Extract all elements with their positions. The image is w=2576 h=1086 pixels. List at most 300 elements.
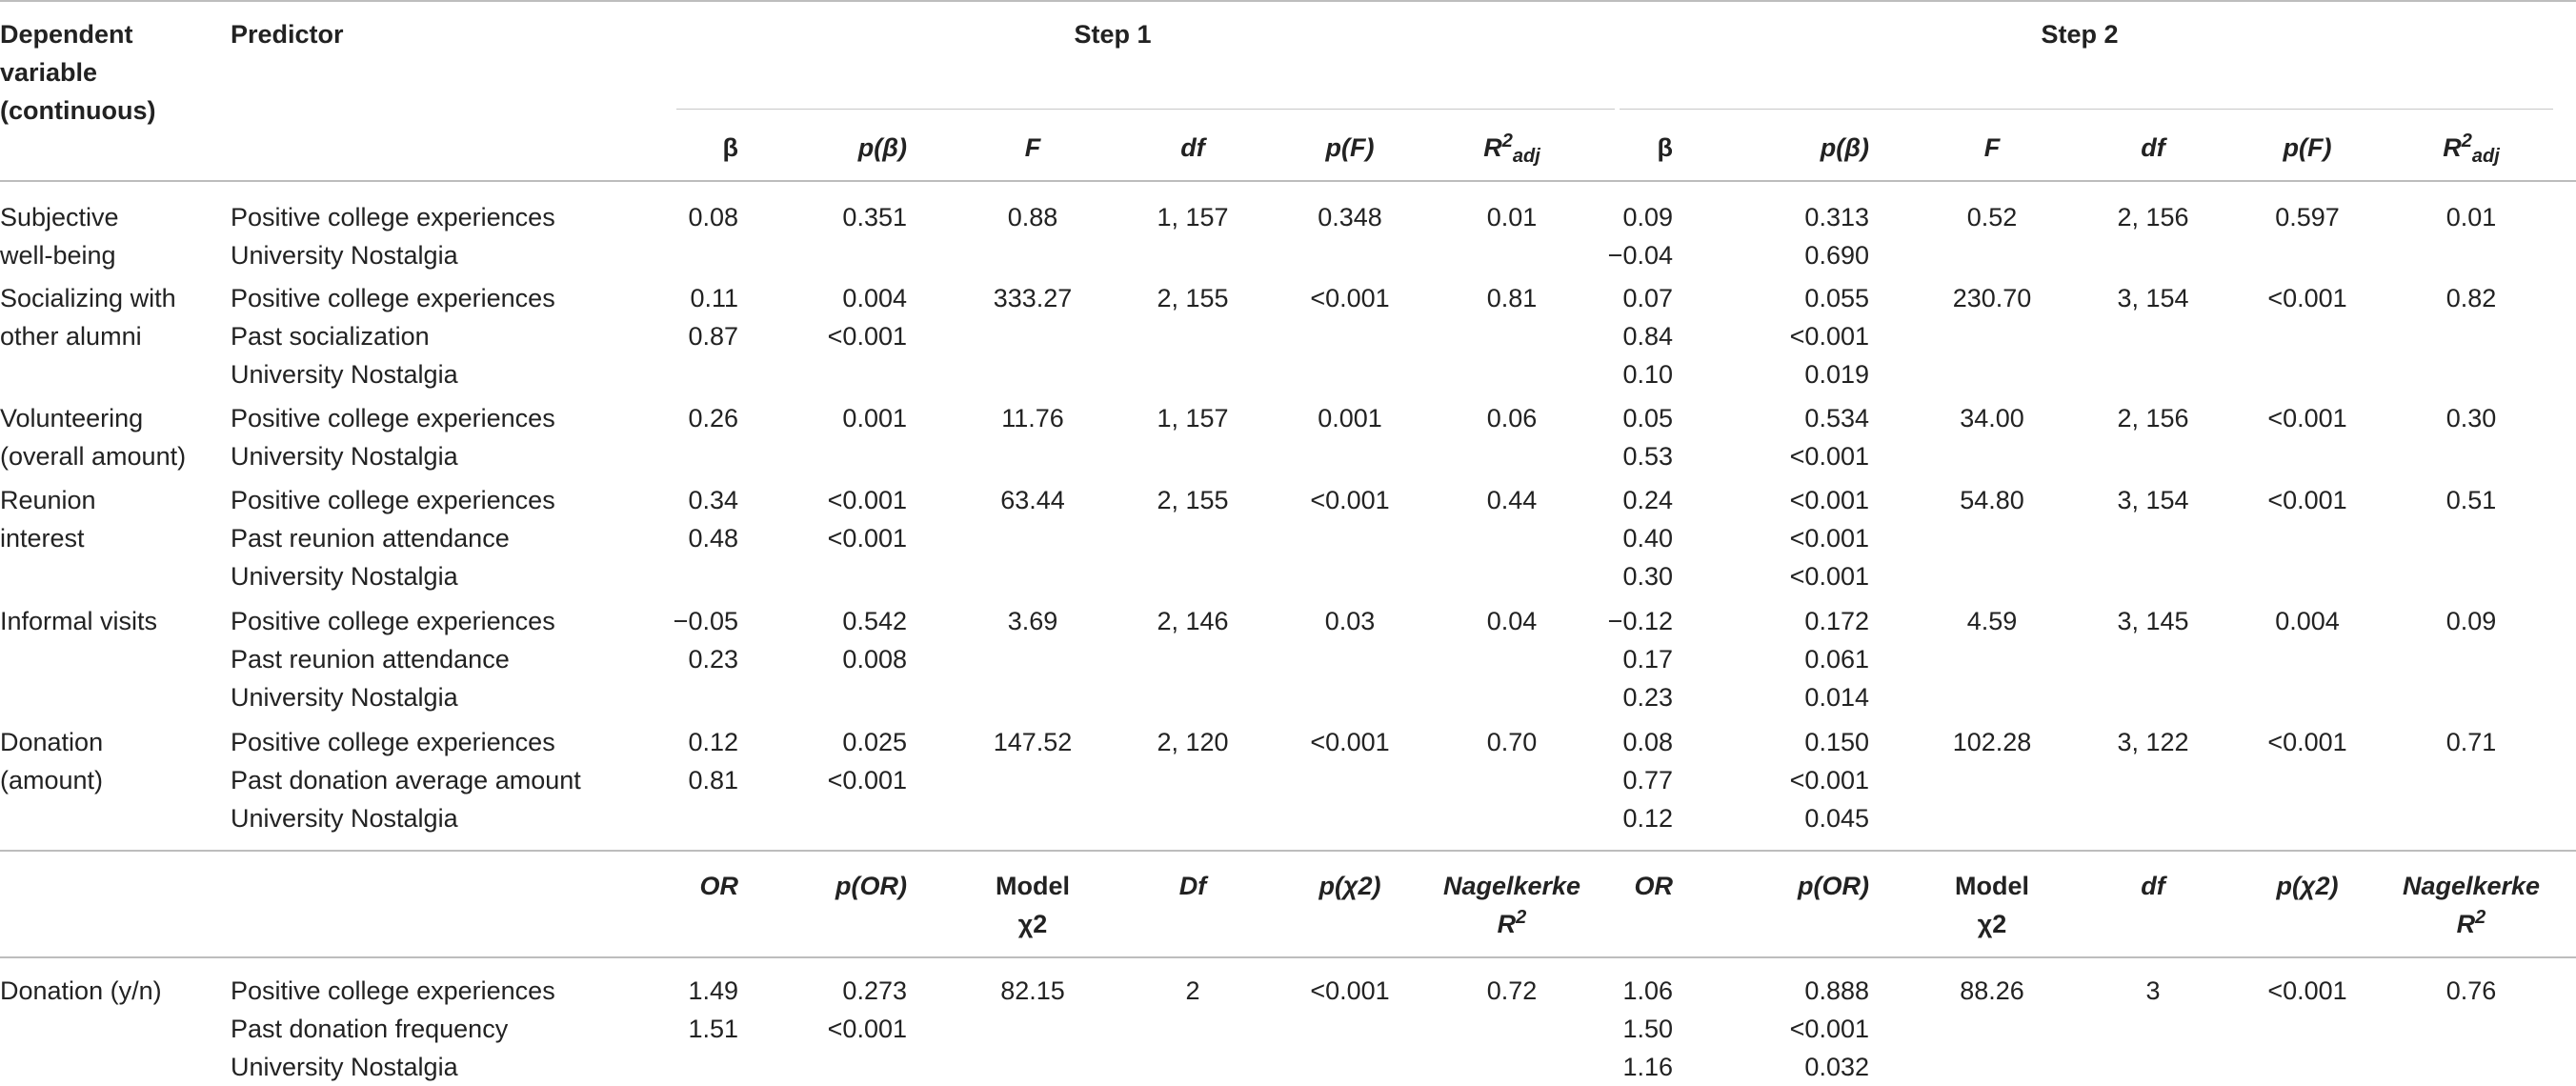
s1-col-p-beta-line: p(β) xyxy=(857,133,907,162)
s2-nagelkerke-r2-value xyxy=(2446,972,2497,1010)
s1-r2adj-value-line: 0.01 xyxy=(1486,203,1538,231)
s2-p-beta-values-line: <0.001 xyxy=(1789,524,1869,553)
row-dependent-variable xyxy=(0,723,103,799)
s2-df-value-line: 2, 156 xyxy=(2117,404,2189,432)
s2-col-or-line: OR xyxy=(1634,872,1673,900)
s1-col-r2adj-base: R xyxy=(1483,133,1502,162)
row-dependent-variable-line: Reunion xyxy=(0,486,96,514)
step-1-rule xyxy=(676,109,1615,110)
s2-df-logistic-value xyxy=(2145,972,2160,1010)
s1-p-F-value-line: <0.001 xyxy=(1310,284,1390,312)
s2-col-F-line: F xyxy=(1983,133,2001,162)
s1-or-values xyxy=(688,972,738,1086)
logistic-dependent-variable xyxy=(0,972,162,1010)
s2-F-value-line: 54.80 xyxy=(1960,486,2024,514)
s1-df-value-line: 1, 157 xyxy=(1157,203,1229,231)
s1-p-F-value xyxy=(1310,279,1389,317)
s1-p-F-value-line: 0.348 xyxy=(1318,203,1382,231)
s1-col-df xyxy=(1180,129,1204,167)
s2-p-or-values-line: 0.032 xyxy=(1804,1053,1869,1081)
s2-beta-values-line: 0.23 xyxy=(1622,683,1673,712)
s2-p-F-value xyxy=(2267,481,2346,519)
header-dependent-variable xyxy=(0,15,155,130)
s2-p-beta-values-line: <0.001 xyxy=(1789,442,1869,471)
s2-col-F xyxy=(1984,129,2001,167)
s1-df-value-line: 1, 157 xyxy=(1157,404,1229,432)
row-predictors xyxy=(231,723,581,837)
s1-r2adj-value-line: 0.04 xyxy=(1486,607,1538,635)
s1-df-logistic-value-line: 2 xyxy=(1185,976,1200,1005)
s1-col-p-F xyxy=(1326,129,1375,167)
s1-beta-values-line xyxy=(674,678,738,716)
row-dependent-variable-line: Volunteering xyxy=(0,404,144,432)
s2-df-value-line: 3, 145 xyxy=(2117,607,2189,635)
s1-p-beta-values xyxy=(828,279,907,393)
s1-model-chi2-value-line: 82.15 xyxy=(1000,976,1065,1005)
s2-F-value xyxy=(1960,481,2024,519)
row-dependent-variable-line: Informal visits xyxy=(0,607,158,635)
s2-col-df-logistic xyxy=(2141,867,2164,905)
s2-p-F-value xyxy=(2267,399,2346,437)
s1-r2adj-value xyxy=(1487,481,1538,519)
s2-p-F-value-line: 0.597 xyxy=(2275,203,2340,231)
s1-beta-values-line: 0.34 xyxy=(688,486,738,514)
s2-p-beta-values-line: <0.001 xyxy=(1789,486,1869,514)
s2-df-value-line: 3, 154 xyxy=(2117,486,2189,514)
s1-df-value-line: 2, 155 xyxy=(1157,284,1229,312)
header-step-1: Step 1 xyxy=(1074,20,1152,49)
s2-col-p-chi2 xyxy=(2276,867,2338,905)
s1-df-value xyxy=(1157,279,1228,317)
s1-df-value-line: 2, 155 xyxy=(1157,486,1229,514)
s1-col-p-chi2-line: p(χ2) xyxy=(1318,872,1381,900)
s2-col-p-beta-line: p(β) xyxy=(1820,133,1869,162)
s2-p-beta-values-line: <0.001 xyxy=(1789,766,1869,794)
s2-beta-values xyxy=(1622,723,1673,837)
s1-or-values-line: 1.49 xyxy=(688,976,738,1005)
s1-F-value xyxy=(994,723,1073,761)
header-bottom-rule xyxy=(0,180,2576,182)
row-predictors xyxy=(231,279,555,393)
s2-col-beta-line: β xyxy=(1657,133,1673,162)
s2-p-F-value xyxy=(2275,602,2340,640)
row-dependent-variable-line: (overall amount) xyxy=(0,442,187,471)
s2-r2adj-value xyxy=(2446,481,2497,519)
s2-r2adj-value xyxy=(2446,723,2497,761)
s1-beta-values-line xyxy=(688,437,738,475)
s2-df-value xyxy=(2117,399,2188,437)
header-step-2: Step 2 xyxy=(2041,20,2119,49)
s1-p-beta-values-line: <0.001 xyxy=(827,524,907,553)
s1-df-logistic-value xyxy=(1185,972,1199,1010)
s2-or-values xyxy=(1622,972,1673,1086)
s2-beta-values-line: 0.53 xyxy=(1622,442,1673,471)
header-dependent-variable-line: Dependent xyxy=(0,20,133,49)
s1-col-nagelkerke-r2-sup: 2 xyxy=(1516,907,1527,928)
s1-beta-values-line: 0.48 xyxy=(688,524,738,553)
s1-col-or xyxy=(700,867,739,905)
s1-p-beta-values-line: <0.001 xyxy=(827,486,907,514)
row-dependent-variable xyxy=(0,481,96,557)
row-predictors-line: Past reunion attendance xyxy=(231,645,510,674)
s1-col-model-chi2-line: Model xyxy=(996,872,1070,900)
s2-p-beta-values-line: 0.313 xyxy=(1804,203,1869,231)
s1-col-df-logistic xyxy=(1179,867,1207,905)
row-dependent-variable xyxy=(0,198,119,274)
s1-r2adj-value xyxy=(1487,198,1538,236)
s2-col-p-or-line: p(OR) xyxy=(1798,872,1869,900)
s2-df-value xyxy=(2117,602,2188,640)
s1-beta-values-line: 0.87 xyxy=(688,322,738,351)
s2-col-nagelkerke-r2-base: R xyxy=(2456,910,2476,938)
s1-p-chi2-value-line: <0.001 xyxy=(1310,976,1390,1005)
s1-beta-values-line: −0.05 xyxy=(673,607,738,635)
s2-r2adj-value xyxy=(2446,198,2497,236)
s2-col-model-chi2-line: Model xyxy=(1955,872,2029,900)
s2-col-beta xyxy=(1658,129,1673,167)
s2-col-p-F-line: p(F) xyxy=(2283,133,2332,162)
s1-df-value xyxy=(1157,198,1228,236)
s2-p-beta-values-line: 0.534 xyxy=(1804,404,1869,432)
s2-beta-values xyxy=(1608,602,1673,716)
row-predictors-line: Past socialization xyxy=(231,322,430,351)
s1-p-or-values-line: 0.273 xyxy=(842,976,907,1005)
s1-col-nagelkerke-r2-prefix: Nagelkerke xyxy=(1442,872,1581,900)
table-top-rule xyxy=(0,0,2576,2)
s2-p-beta-values-line: 0.055 xyxy=(1804,284,1869,312)
row-predictors-line: University Nostalgia xyxy=(231,804,458,833)
s2-col-r2adj xyxy=(2443,129,2500,167)
s2-model-chi2-value-line: 88.26 xyxy=(1960,976,2024,1005)
s1-col-p-chi2 xyxy=(1318,867,1380,905)
logistic-header-bottom-rule xyxy=(0,956,2576,958)
s1-df-value xyxy=(1157,481,1228,519)
s2-r2adj-value-line: 0.71 xyxy=(2445,728,2497,756)
s1-p-beta-values-line xyxy=(828,355,907,393)
s2-F-value xyxy=(1967,602,2018,640)
s1-p-beta-values-line: 0.351 xyxy=(842,203,907,231)
header-dependent-variable-line: variable xyxy=(0,58,98,87)
header-predictor xyxy=(231,15,344,53)
s2-beta-values-line: 0.05 xyxy=(1622,404,1673,432)
s1-beta-values xyxy=(688,723,738,837)
s1-r2adj-value xyxy=(1487,279,1538,317)
s1-col-beta-line: β xyxy=(722,133,738,162)
row-dependent-variable-line: other alumni xyxy=(0,322,142,351)
s1-p-beta-values xyxy=(828,481,907,595)
s2-F-value-line: 102.28 xyxy=(1952,728,2032,756)
s1-p-F-value-line: 0.03 xyxy=(1324,607,1376,635)
s1-p-F-value xyxy=(1310,481,1389,519)
s2-col-model-chi2 xyxy=(1955,867,2029,943)
s1-p-or-values-line xyxy=(828,1048,907,1086)
s1-F-value-line: 3.69 xyxy=(1007,607,1058,635)
s2-F-value-line: 34.00 xyxy=(1960,404,2024,432)
s1-p-beta-values-line: 0.025 xyxy=(842,728,907,756)
s2-df-value xyxy=(2117,481,2188,519)
s1-col-r2adj-sup: 2 xyxy=(1501,131,1513,151)
s2-beta-values-line: 0.30 xyxy=(1622,562,1673,591)
s1-col-nagelkerke-r2 xyxy=(1443,867,1580,943)
s1-p-beta-values xyxy=(828,723,907,837)
s1-p-F-value-line: <0.001 xyxy=(1310,728,1390,756)
row-predictors-line: Positive college experiences xyxy=(231,728,555,756)
s1-df-value xyxy=(1157,602,1228,640)
s2-beta-values-line: 0.17 xyxy=(1622,645,1673,674)
row-predictors-line: Past donation average amount xyxy=(231,766,581,794)
s2-beta-values xyxy=(1622,279,1673,393)
s1-p-beta-values-line: 0.004 xyxy=(842,284,907,312)
s1-col-nagelkerke-r2-base: R xyxy=(1497,910,1517,938)
row-dependent-variable-line: (amount) xyxy=(0,766,104,794)
s1-p-beta-values-line: 0.008 xyxy=(842,645,907,674)
s2-beta-values-line: −0.12 xyxy=(1607,607,1673,635)
s1-p-beta-values-line xyxy=(842,236,907,274)
s2-col-r2adj-sup: 2 xyxy=(2461,131,2472,151)
s2-beta-values-line: 0.07 xyxy=(1622,284,1673,312)
row-predictors xyxy=(231,602,555,716)
s1-beta-values-line xyxy=(688,236,738,274)
row-predictors-line: Past reunion attendance xyxy=(231,524,510,553)
s2-p-or-values-line: 0.888 xyxy=(1804,976,1869,1005)
s1-F-value xyxy=(1008,602,1058,640)
s1-df-value-line: 2, 146 xyxy=(1157,607,1229,635)
s1-p-F-value xyxy=(1325,602,1376,640)
s2-r2adj-value-line: 0.01 xyxy=(2445,203,2497,231)
s1-col-r2adj-sub: adj xyxy=(1512,146,1540,167)
s2-r2adj-value xyxy=(2446,602,2497,640)
s1-r2adj-value-line: 0.06 xyxy=(1486,404,1538,432)
s1-beta-values-line: 0.12 xyxy=(688,728,738,756)
s1-p-beta-values-line xyxy=(842,437,907,475)
s1-beta-values-line: 0.11 xyxy=(690,284,738,312)
s1-beta-values xyxy=(688,399,738,475)
s2-r2adj-value xyxy=(2446,279,2497,317)
s2-p-or-values-line: <0.001 xyxy=(1789,1015,1869,1043)
s2-p-F-value-line: <0.001 xyxy=(2267,728,2347,756)
s2-p-beta-values-line: 0.690 xyxy=(1804,241,1869,270)
s1-col-F-line: F xyxy=(1024,133,1041,162)
s1-col-p-F-line: p(F) xyxy=(1325,133,1375,162)
s2-df-value-line: 2, 156 xyxy=(2117,203,2189,231)
s2-F-value xyxy=(1960,399,2024,437)
s2-r2adj-value-line: 0.09 xyxy=(2445,607,2497,635)
s1-beta-values-line xyxy=(688,355,738,393)
s1-p-beta-values-line xyxy=(828,799,907,837)
logistic-predictors-line: Past donation frequency xyxy=(231,1015,509,1043)
s2-df-value xyxy=(2117,198,2188,236)
s1-p-beta-values-line: <0.001 xyxy=(827,766,907,794)
s1-model-chi2-value xyxy=(1000,972,1065,1010)
s1-r2adj-value xyxy=(1487,602,1538,640)
s2-df-value-line: 3, 122 xyxy=(2117,728,2189,756)
s1-or-values-line xyxy=(688,1048,738,1086)
row-dependent-variable xyxy=(0,279,176,355)
s2-p-F-value-line: <0.001 xyxy=(2267,486,2347,514)
s2-r2adj-value-line: 0.30 xyxy=(2445,404,2497,432)
s2-p-F-value-line: <0.001 xyxy=(2267,284,2347,312)
row-predictors-line: Positive college experiences xyxy=(231,607,555,635)
s2-p-beta-values-line: 0.019 xyxy=(1804,360,1869,389)
s2-p-beta-values-line: <0.001 xyxy=(1789,322,1869,351)
s1-p-or-values xyxy=(828,972,907,1086)
header-predictor-line: Predictor xyxy=(231,20,344,49)
s1-p-beta-values-line: <0.001 xyxy=(827,322,907,351)
s1-col-F xyxy=(1025,129,1041,167)
s2-col-nagelkerke-r2-sup: 2 xyxy=(2475,907,2486,928)
s1-F-value xyxy=(1000,481,1065,519)
s2-p-beta-values xyxy=(1790,723,1869,837)
s1-df-value xyxy=(1157,399,1228,437)
s1-p-F-value-line: 0.001 xyxy=(1318,404,1382,432)
s1-col-r2adj xyxy=(1483,129,1540,167)
s2-beta-values-line: 0.24 xyxy=(1622,486,1673,514)
s2-beta-values-line: 0.40 xyxy=(1622,524,1673,553)
s2-p-F-value xyxy=(2267,723,2346,761)
linear-section-bottom-rule xyxy=(0,850,2576,852)
s1-nagelkerke-r2-value xyxy=(1487,972,1538,1010)
row-predictors-line: Positive college experiences xyxy=(231,404,555,432)
s2-beta-values-line: 0.10 xyxy=(1622,360,1673,389)
s2-model-chi2-value xyxy=(1960,972,2024,1010)
row-dependent-variable-line: Donation xyxy=(0,728,104,756)
row-dependent-variable xyxy=(0,602,157,640)
s2-beta-values xyxy=(1608,198,1673,274)
s2-p-chi2-value xyxy=(2267,972,2346,1010)
s2-p-F-value-line: 0.004 xyxy=(2275,607,2340,635)
s1-col-df-line: df xyxy=(1180,133,1205,162)
s2-p-beta-values xyxy=(1790,399,1869,475)
s1-beta-values xyxy=(688,198,738,274)
s1-p-or-values-line: <0.001 xyxy=(827,1015,907,1043)
row-predictors-line: Positive college experiences xyxy=(231,486,555,514)
row-dependent-variable-line: well-being xyxy=(0,241,116,270)
s2-p-beta-values-line: 0.150 xyxy=(1804,728,1869,756)
s2-col-p-beta xyxy=(1821,129,1869,167)
s1-F-value-line: 0.88 xyxy=(1007,203,1058,231)
s1-df-value xyxy=(1157,723,1228,761)
s1-F-value xyxy=(1008,198,1058,236)
row-predictors xyxy=(231,198,555,274)
s1-beta-values xyxy=(688,279,738,393)
s2-df-logistic-value-line: 3 xyxy=(2145,976,2161,1005)
logistic-predictors xyxy=(231,972,555,1086)
s2-col-model-chi2-line: χ2 xyxy=(1977,910,2007,938)
s1-F-value-line: 11.76 xyxy=(1001,404,1064,432)
s2-F-value xyxy=(1953,279,2032,317)
header-dependent-variable-line: (continuous) xyxy=(0,96,156,125)
s2-r2adj-value-line: 0.82 xyxy=(2445,284,2497,312)
s1-col-or-line: OR xyxy=(699,872,738,900)
s2-col-or xyxy=(1635,867,1674,905)
s2-col-df-logistic-line: df xyxy=(2141,872,2165,900)
s1-beta-values-line xyxy=(688,799,738,837)
s1-r2adj-value-line: 0.70 xyxy=(1486,728,1538,756)
row-predictors xyxy=(231,399,555,475)
s2-col-r2adj-base: R xyxy=(2443,133,2462,162)
s1-F-value-line: 147.52 xyxy=(993,728,1073,756)
s1-df-value-line: 2, 120 xyxy=(1157,728,1229,756)
s1-beta-values-line xyxy=(688,557,738,595)
s1-r2adj-value xyxy=(1487,399,1538,437)
s1-p-F-value-line: <0.001 xyxy=(1310,486,1390,514)
row-predictors-line: University Nostalgia xyxy=(231,241,458,270)
s1-col-model-chi2 xyxy=(996,867,1070,943)
s2-p-beta-values-line: 0.014 xyxy=(1804,683,1869,712)
s2-p-F-value-line: <0.001 xyxy=(2267,404,2347,432)
s2-F-value xyxy=(1953,723,2032,761)
s1-p-F-value xyxy=(1310,723,1389,761)
s1-nagelkerke-r2-value-line: 0.72 xyxy=(1486,976,1538,1005)
row-dependent-variable-line: Socializing with xyxy=(0,284,176,312)
logistic-dependent-variable-line: Donation (y/n) xyxy=(0,976,162,1005)
row-predictors-line: Positive college experiences xyxy=(231,284,555,312)
s2-F-value xyxy=(1967,198,2018,236)
s2-df-value-line: 3, 154 xyxy=(2117,284,2189,312)
s1-r2adj-value-line: 0.81 xyxy=(1486,284,1538,312)
s1-or-values-line: 1.51 xyxy=(688,1015,738,1043)
row-dependent-variable-line: interest xyxy=(0,524,85,553)
s2-beta-values xyxy=(1622,481,1673,595)
s2-r2adj-value-line: 0.51 xyxy=(2445,486,2497,514)
s1-col-df-logistic-line: Df xyxy=(1178,872,1207,900)
s1-col-p-or-line: p(OR) xyxy=(835,872,907,900)
s1-p-beta-values xyxy=(842,602,907,716)
s1-p-beta-values-line xyxy=(842,678,907,716)
s2-col-p-chi2-line: p(χ2) xyxy=(2276,872,2339,900)
s1-F-value xyxy=(1001,399,1064,437)
row-predictors-line: University Nostalgia xyxy=(231,683,458,712)
s2-col-r2adj-sub: adj xyxy=(2471,146,2500,167)
s1-p-beta-values xyxy=(842,198,907,274)
s1-p-F-value xyxy=(1318,198,1382,236)
s1-col-p-beta xyxy=(858,129,907,167)
s2-p-beta-values xyxy=(1790,279,1869,393)
s1-p-beta-values-line xyxy=(828,557,907,595)
s2-df-value xyxy=(2117,279,2188,317)
s2-or-values-line: 1.50 xyxy=(1622,1015,1673,1043)
s2-col-df-line: df xyxy=(2141,133,2165,162)
s2-F-value-line: 0.52 xyxy=(1966,203,2018,231)
logistic-predictors-line: Positive college experiences xyxy=(231,976,555,1005)
s1-p-F-value xyxy=(1318,399,1382,437)
s2-p-F-value xyxy=(2275,198,2340,236)
s2-beta-values-line: 0.09 xyxy=(1622,203,1673,231)
row-predictors-line: University Nostalgia xyxy=(231,360,458,389)
s2-p-beta-values-line: 0.045 xyxy=(1804,804,1869,833)
s2-beta-values-line: 0.08 xyxy=(1622,728,1673,756)
s1-F-value-line: 333.27 xyxy=(993,284,1073,312)
s2-col-p-or xyxy=(1798,867,1869,905)
s1-p-beta-values-line: 0.001 xyxy=(842,404,907,432)
s2-col-p-F xyxy=(2284,129,2332,167)
s2-p-beta-values-line: 0.061 xyxy=(1804,645,1869,674)
s2-p-beta-values-line: 0.172 xyxy=(1804,607,1869,635)
s2-p-chi2-value-line: <0.001 xyxy=(2267,976,2347,1005)
s1-p-chi2-value xyxy=(1310,972,1389,1010)
row-dependent-variable xyxy=(0,399,186,475)
s1-beta-values-line: 0.23 xyxy=(688,645,738,674)
s2-beta-values-line: 0.84 xyxy=(1622,322,1673,351)
s2-or-values-line: 1.16 xyxy=(1622,1053,1673,1081)
s1-col-model-chi2-line: χ2 xyxy=(1017,910,1048,938)
s1-col-p-or xyxy=(835,867,907,905)
s2-beta-values-line: 0.12 xyxy=(1622,804,1673,833)
s2-beta-values-line: 0.77 xyxy=(1622,766,1673,794)
s2-F-value-line: 230.70 xyxy=(1952,284,2032,312)
s2-p-beta-values-line: <0.001 xyxy=(1789,562,1869,591)
s1-beta-values xyxy=(674,602,738,716)
